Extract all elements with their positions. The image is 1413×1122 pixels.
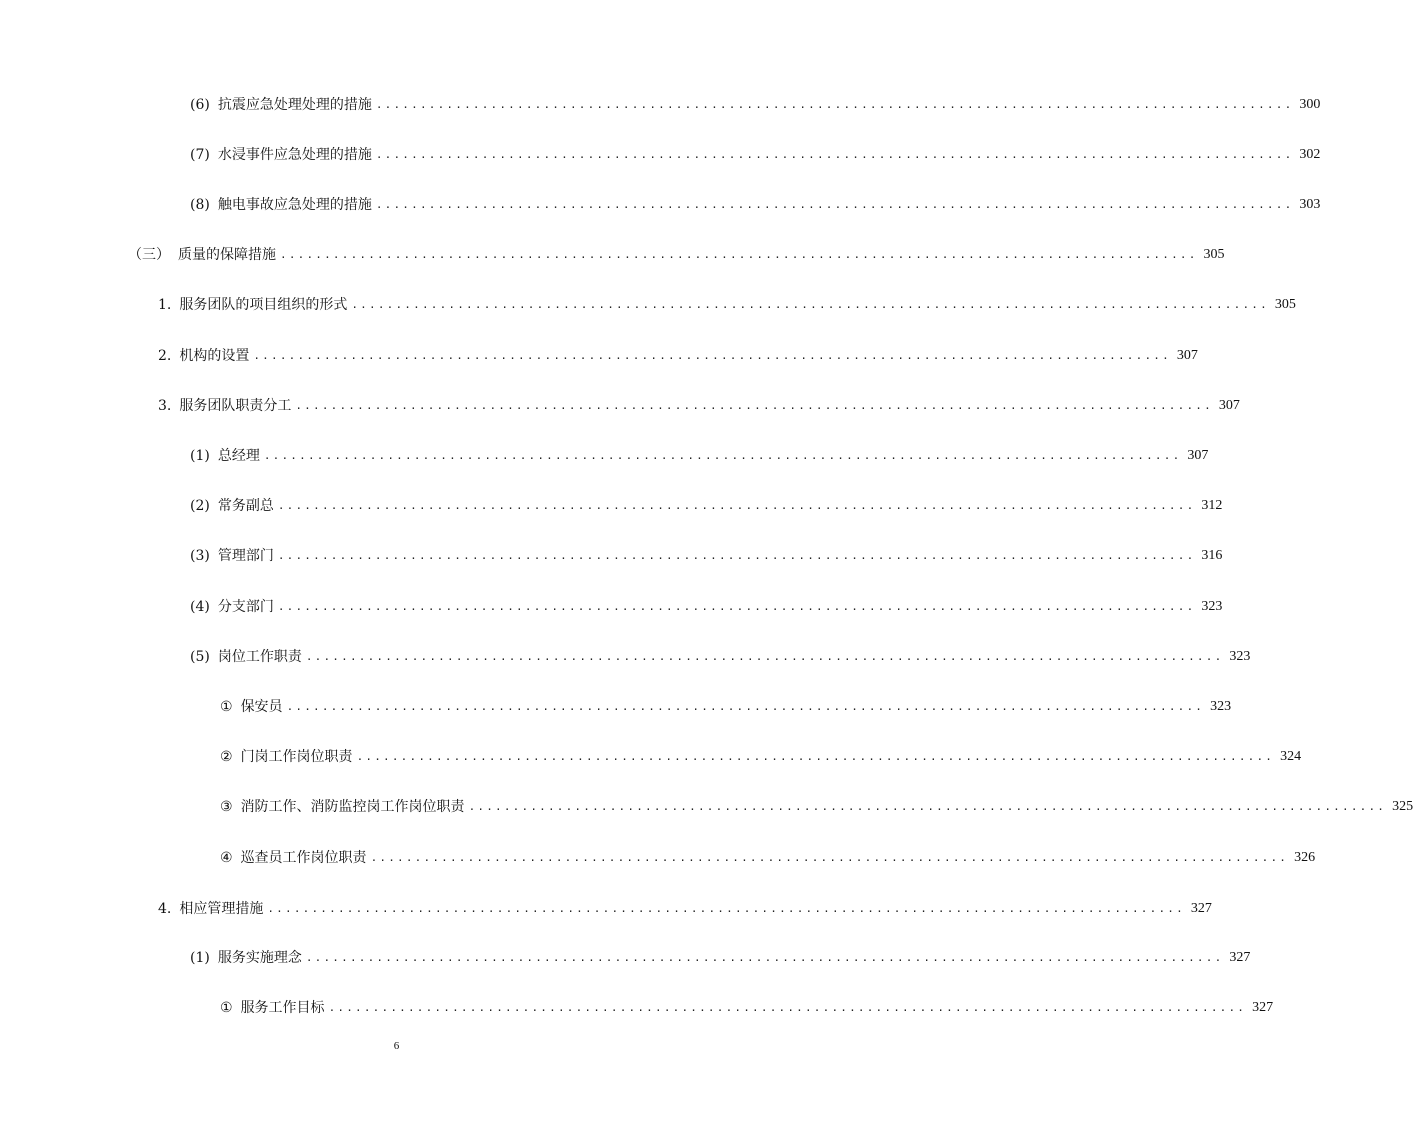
toc-entry[interactable] <box>190 495 1223 517</box>
toc-entry-title: 巡查员工作岗位职责 <box>240 850 367 866</box>
toc-entry[interactable] <box>190 94 1321 116</box>
toc-entry-title: 服务实施理念 <box>217 950 302 966</box>
toc-entry[interactable] <box>190 596 1223 618</box>
toc-entry-number: (5) <box>190 649 210 665</box>
toc-entry-number: ① <box>220 699 233 715</box>
toc-entry-page: 323 <box>1210 699 1232 714</box>
toc-dot-leader: ........................................................................................................ <box>280 248 1198 261</box>
toc-entry-title: 机构的设置 <box>179 348 250 364</box>
toc-entry-number: ③ <box>220 799 233 815</box>
toc-entry-page: 302 <box>1299 147 1321 162</box>
toc-entry-page: 307 <box>1218 398 1240 413</box>
page-number: 6 <box>393 1040 400 1052</box>
toc-entry-page: 323 <box>1201 599 1223 614</box>
toc-dot-leader: ........................................................................................................ <box>468 800 1387 813</box>
toc-entry[interactable] <box>158 898 1212 920</box>
toc-entry-page: 305 <box>1274 297 1296 312</box>
toc-entry[interactable] <box>190 445 1209 467</box>
toc-dot-leader: ........................................................................................................ <box>305 951 1224 964</box>
toc-dot-leader: ........................................................................................................ <box>267 902 1185 915</box>
toc-entry-page: 324 <box>1280 749 1302 764</box>
toc-dot-leader: ........................................................................................................ <box>253 349 1171 362</box>
toc-dot-leader: ........................................................................................................ <box>370 851 1289 864</box>
toc-entry-title: 门岗工作岗位职责 <box>240 749 353 765</box>
toc-dot-leader: ........................................................................................................ <box>375 148 1294 161</box>
toc-entry-number: (1) <box>190 950 210 966</box>
toc-entry-number: (8) <box>190 197 210 213</box>
toc-dot-leader: ........................................................................................................ <box>286 700 1205 713</box>
toc-entry[interactable] <box>220 696 1232 718</box>
toc-dot-leader: ........................................................................................................ <box>277 600 1196 613</box>
toc-entry-number: (7) <box>190 147 210 163</box>
toc-entry-title: 岗位工作职责 <box>217 649 302 665</box>
toc-dot-leader: ........................................................................................................ <box>263 449 1182 462</box>
toc-entry-number: (3) <box>190 548 210 564</box>
toc-dot-leader: ........................................................................................................ <box>375 98 1294 111</box>
toc-entry-page: 307 <box>1176 348 1198 363</box>
toc-entry-page: 305 <box>1203 247 1225 262</box>
toc-entry-number: (2) <box>190 498 210 514</box>
toc-entry-title: 服务团队的项目组织的形式 <box>179 297 348 313</box>
toc-entry-title: 总经理 <box>217 448 260 464</box>
toc-dot-leader: ........................................................................................................ <box>375 198 1294 211</box>
toc-entry-number: （三） <box>128 247 170 263</box>
toc-dot-leader: ........................................................................................................ <box>295 399 1213 412</box>
toc-entry[interactable] <box>190 646 1251 668</box>
toc-entry-page: 312 <box>1201 498 1223 513</box>
toc-dot-leader: ........................................................................................................ <box>351 298 1269 311</box>
toc-entry-number: ④ <box>220 850 233 866</box>
toc-entry[interactable] <box>128 244 1225 266</box>
toc-entry-title: 服务工作目标 <box>240 1000 325 1016</box>
toc-entry-title: 触电事故应急处理的措施 <box>217 197 372 213</box>
toc-entry-number: ① <box>220 1000 233 1016</box>
toc-entry-title: 抗震应急处理处理的措施 <box>217 97 372 113</box>
toc-entry[interactable] <box>190 947 1251 969</box>
toc-dot-leader: ........................................................................................................ <box>305 650 1224 663</box>
toc-entry[interactable] <box>190 545 1223 567</box>
toc-entry[interactable] <box>158 395 1240 417</box>
toc-entry[interactable] <box>158 345 1198 367</box>
toc-entry[interactable] <box>190 194 1321 216</box>
toc-entry-number: 2. <box>158 348 172 364</box>
toc-entry-title: 分支部门 <box>217 599 274 615</box>
toc-entry-title: 常务副总 <box>217 498 274 514</box>
toc-entry-title: 服务团队职责分工 <box>179 398 292 414</box>
toc-entry-number: ② <box>220 749 233 765</box>
toc-dot-leader: ........................................................................................................ <box>277 549 1196 562</box>
toc-entry-page: 323 <box>1229 649 1251 664</box>
toc-entry[interactable] <box>190 144 1321 166</box>
toc-entry-number: (6) <box>190 97 210 113</box>
toc-entry-title: 相应管理措施 <box>179 901 264 917</box>
toc-entry-page: 325 <box>1392 799 1413 814</box>
toc-entry[interactable] <box>220 796 1413 818</box>
toc-entry-page: 303 <box>1299 197 1321 212</box>
toc-entry-page: 327 <box>1252 1000 1274 1015</box>
toc-entry-page: 307 <box>1187 448 1209 463</box>
toc-dot-leader: ........................................................................................................ <box>277 499 1196 512</box>
toc-entry-number: (1) <box>190 448 210 464</box>
toc-entry-page: 327 <box>1190 901 1212 916</box>
toc-entry-title: 保安员 <box>240 699 283 715</box>
toc-entry-page: 300 <box>1299 97 1321 112</box>
toc-entry[interactable] <box>220 847 1316 869</box>
toc-entry-page: 326 <box>1294 850 1316 865</box>
toc-entry-number: (4) <box>190 599 210 615</box>
toc-entry-page: 316 <box>1201 548 1223 563</box>
toc-entry-number: 3. <box>158 398 172 414</box>
toc-entry-title: 消防工作、消防监控岗工作岗位职责 <box>240 799 465 815</box>
toc-entry[interactable] <box>220 997 1274 1019</box>
toc-entry-title: 质量的保障措施 <box>178 247 276 263</box>
toc-entry[interactable] <box>220 746 1302 768</box>
toc-entry[interactable] <box>158 294 1296 316</box>
toc-entry-title: 管理部门 <box>217 548 274 564</box>
toc-dot-leader: ........................................................................................................ <box>328 1001 1247 1014</box>
toc-entry-title: 水浸事件应急处理的措施 <box>217 147 372 163</box>
toc-entry-number: 4. <box>158 901 172 917</box>
toc-dot-leader: ........................................................................................................ <box>356 750 1275 763</box>
toc-entry-page: 327 <box>1229 950 1251 965</box>
toc-entry-number: 1. <box>158 297 172 313</box>
